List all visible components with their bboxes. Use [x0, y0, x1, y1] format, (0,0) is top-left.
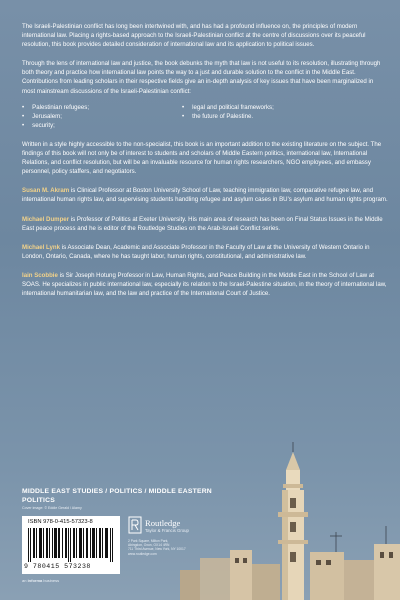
subject-series-label: MIDDLE EAST STUDIES / POLITICS / MIDDLE EASTERN POLITICS: [22, 488, 212, 504]
publisher-name: Routledge: [145, 518, 181, 528]
informa-business-label: [22, 578, 59, 583]
editor-bio-dumper: [22, 215, 388, 233]
editor-bio-akram: [22, 186, 388, 204]
editor-name: Iain Scobbie: [22, 271, 58, 279]
cover-image-credit: Cover image: © Eddie Gerald / Alamy: [22, 506, 82, 510]
editor-name: Michael Lynk: [22, 243, 61, 251]
editor-bio-text: is Clinical Professor at Boston University School of Law, teaching immigration law, comparative refugee law, and international human rights law, and supervising students handling refugee and asylum cases in BU's asylum and human rights program.: [22, 187, 388, 204]
description-paragraph-1: The Israeli-Palestinian conflict has long been intertwined with, and has had a profound influence on, the principles of modern international law. Placing a rights-based approach to the Israeli-Palestinian conflict at the centre of discussions over its peaceful resolution, this book provides detailed consideration of international law and its application to political issues.: [22, 23, 366, 49]
isbn-label: ISBN 978-0-415-57323-8: [28, 519, 93, 525]
editor-bio-scobbie: [22, 271, 388, 298]
editor-name: Michael Dumper: [22, 215, 70, 223]
address-line: Abingdon, Oxon, OX14 4RN: [128, 543, 170, 548]
minaret-cityscape-image: [160, 440, 400, 600]
list-item: • the future of Palestine.: [182, 112, 274, 121]
isbn-barcode-panel: [22, 516, 120, 574]
editor-name: Susan M. Akram: [22, 187, 70, 195]
address-line: www.routledge.com: [128, 551, 157, 556]
address-line: 2 Park Square, Milton Park,: [128, 539, 169, 543]
editor-bio-lynk: [22, 243, 388, 261]
list-item: • Jerusalem;: [22, 112, 182, 121]
back-cover-text: [22, 22, 388, 308]
informa-brand: informa: [27, 578, 43, 583]
editor-bio-text: is Associate Dean, Academic and Associate Professor in the Faculty of Law at the University of Western Ontario in London, Ontario, Canada, where he has taught labor, human rights, constitutional, and administrative law.: [22, 243, 370, 260]
editor-bio-text: is Sir Joseph Hotung Professor in Law, Human Rights, and Peace Building in the Middle East in the School of Law at SOAS. He specializes in public international law, especially its relation to the Israel-Palestine situation, in the theory of international law, international humanitarian law, and the law and practice of the International Court of Justice.: [22, 271, 387, 298]
description-paragraph-3: Written in a style highly accessible to the non-specialist, this book is an important addition to the existing literature on the subject. The findings of this book will not only be of interest to students and scholars of Middle Eastern politics, international law, International Relations, and conflict resolution, but will be an invaluable resource for human rights researchers, NGO employees, and embassy personnel, policy staffers, and negotiators.: [22, 140, 382, 176]
key-issues-list: [22, 103, 388, 130]
list-item: • Palestinian refugees;: [22, 103, 182, 112]
informa-suffix: business: [42, 578, 60, 583]
barcode-digits: 9 780415 573238: [24, 563, 91, 570]
routledge-logo-icon: [128, 516, 142, 534]
editor-bio-text: is Professor of Politics at Exeter University. His main area of research has been on Final Status Issues in the Middle East peace process and he is editor of the Routledge Studies on the Arab-Israeli Conflict series.: [22, 215, 383, 232]
list-item: • security;: [22, 121, 182, 130]
address-line: 711 Third Avenue, New York, NY 10017: [128, 547, 186, 552]
barcode-icon: [28, 528, 114, 562]
list-item: • legal and political frameworks;: [182, 103, 274, 112]
publisher-group: Taylor & Francis Group: [145, 528, 189, 533]
description-paragraph-2: Through the lens of international law and justice, the book debunks the myth that law is not useful to its resolution, illustrating through both theory and practice how international law points the way to a just and durable solution to the conflict in the Middle East. Contributions from leading scholars in their respective fields give an in-depth analysis of key issues that have been marginalized in most mainstream discussions of the Israeli-Palestinian conflict:: [22, 60, 381, 95]
publisher-address: [128, 539, 208, 556]
informa-prefix: an: [22, 578, 28, 583]
